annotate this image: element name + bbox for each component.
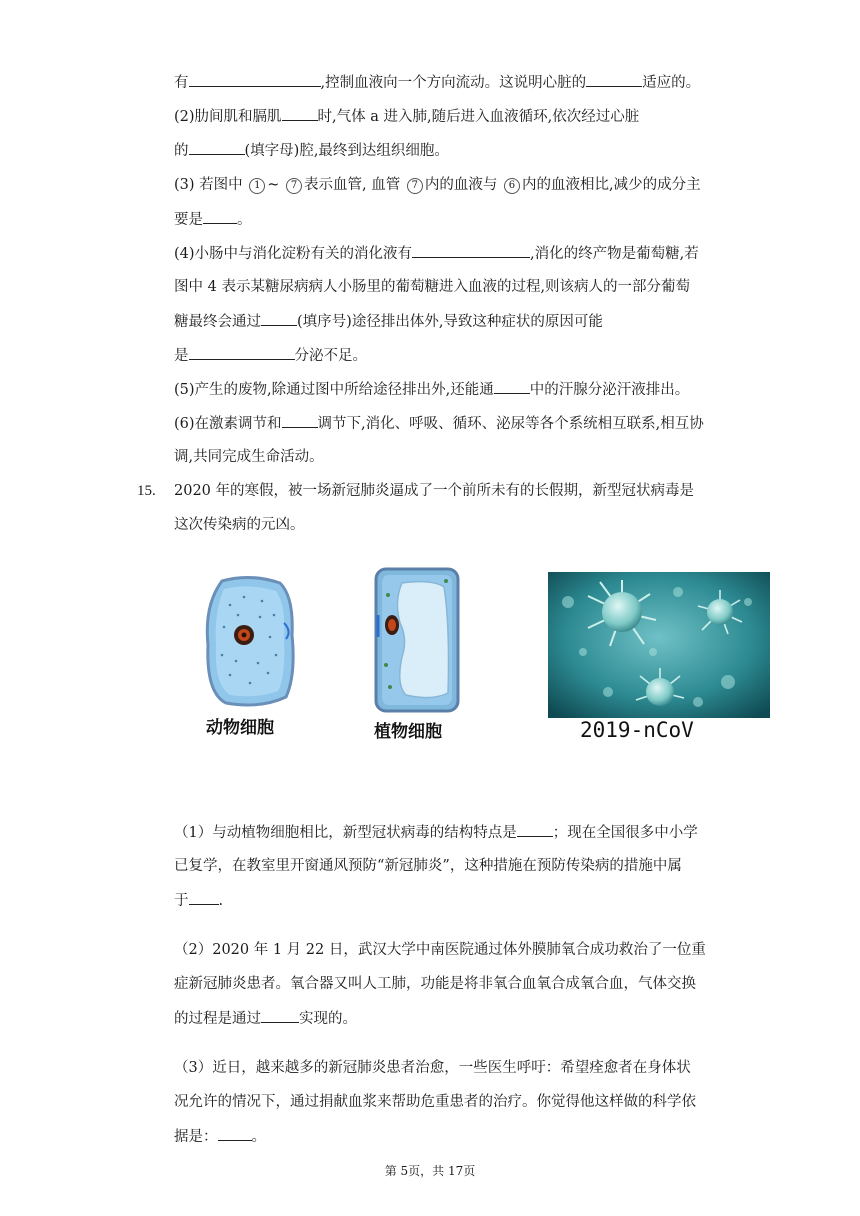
q15-p1-line-2: 已复学，在教室里开窗通风预防“新冠肺炎”，这种措施在预防传染病的措施中属 bbox=[174, 858, 682, 874]
q14-line-12: 调,共同完成生命活动。 bbox=[174, 449, 324, 465]
q14-line-11: (6)在激素调节和 调节下,消化、呼吸、循环、泌尿等各个系统相互联系,相互协 bbox=[174, 413, 704, 434]
q14-line-8: 糖最终会通过 (填序号)途径排出体外,导致这种症状的原因可能 bbox=[174, 311, 603, 332]
q14-line-5: 要是 。 bbox=[174, 209, 252, 230]
circled-number: 1 bbox=[249, 178, 265, 194]
answer-blank[interactable] bbox=[494, 379, 530, 394]
q14-line-10: (5)产生的废物,除通过图中所给途径排出外,还能通 中的汗腺分泌汗液排出。 bbox=[174, 379, 689, 400]
coronavirus-image bbox=[548, 572, 770, 718]
virus-caption: 2019-nCoV bbox=[580, 718, 694, 742]
q15-p3-line-1: （3）近日，越来越多的新冠肺炎患者治愈，一些医生呼吁：希望痊愈者在身体状 bbox=[174, 1060, 691, 1076]
q14-line-9: 是 分泌不足。 bbox=[174, 345, 367, 366]
q15-p3-line-3: 据是： 。 bbox=[174, 1126, 266, 1147]
answer-blank[interactable] bbox=[261, 311, 297, 326]
answer-blank[interactable] bbox=[189, 345, 295, 360]
q15-p2-line-1: （2）2020 年 1 月 22 日，武汉大学中南医院通过体外膜肺氧合成功救治了一位重 bbox=[174, 942, 706, 958]
answer-blank[interactable] bbox=[517, 822, 553, 837]
animal-cell-caption: 动物细胞 bbox=[206, 718, 274, 738]
answer-blank[interactable] bbox=[218, 1126, 252, 1141]
page-footer: 第 5页，共 17页 bbox=[384, 1164, 476, 1178]
answer-blank[interactable] bbox=[412, 243, 530, 258]
answer-blank[interactable] bbox=[282, 106, 318, 121]
plant-cell-image bbox=[372, 565, 462, 715]
q15-p1-line-3: 于 . bbox=[174, 890, 223, 911]
q15-p2-line-3: 的过程是通过 实现的。 bbox=[174, 1008, 357, 1029]
circled-number: 6 bbox=[504, 178, 520, 194]
answer-blank[interactable] bbox=[189, 890, 219, 905]
answer-blank[interactable] bbox=[189, 72, 321, 87]
animal-cell-image bbox=[200, 575, 300, 710]
q14-line-6: (4)小肠中与消化淀粉有关的消化液有 ,消化的终产物是葡萄糖,若 bbox=[174, 243, 699, 264]
q15-intro-2: 这次传染病的元凶。 bbox=[174, 517, 305, 533]
q14-line-3: 的 (填字母)腔,最终到达组织细胞。 bbox=[174, 140, 449, 161]
answer-blank[interactable] bbox=[586, 72, 642, 87]
answer-blank[interactable] bbox=[203, 209, 237, 224]
answer-blank[interactable] bbox=[261, 1008, 299, 1023]
q15-p2-line-2: 症新冠肺炎患者。氧合器又叫人工肺，功能是将非氧合血氧合成氧合血，气体交换 bbox=[174, 976, 696, 992]
circled-number: 7 bbox=[407, 178, 423, 194]
answer-blank[interactable] bbox=[282, 413, 318, 428]
q15-p1-line-1: （1）与动植物细胞相比，新型冠状病毒的结构特点是 ；现在全国很多中小学 bbox=[174, 822, 698, 843]
question-number: 15. bbox=[137, 483, 156, 499]
q15-p3-line-2: 况允许的情况下，通过捐献血浆来帮助危重患者的治疗。你觉得他这样做的科学依 bbox=[174, 1094, 696, 1110]
q14-line-2: (2)肋间肌和膈肌 时,气体 a 进入肺,随后进入血液循环,依次经过心脏 bbox=[174, 106, 639, 127]
circled-number: 7 bbox=[286, 178, 302, 194]
q14-line-7: 图中 4 表示某糖尿病病人小肠里的葡萄糖进入血液的过程,则该病人的一部分葡萄 bbox=[174, 279, 691, 295]
q15-intro-1: 2020 年的寒假，被一场新冠肺炎逼成了一个前所未有的长假期，新型冠状病毒是 bbox=[174, 483, 695, 499]
q14-line-1: 有 ,控制血液向一个方向流动。这说明心脏的 适应的。 bbox=[174, 72, 700, 93]
answer-blank[interactable] bbox=[189, 140, 245, 155]
q14-line-4: (3) 若图中 1 ~ 7 表示血管, 血管 7 内的血液与 6 内的血液相比,减少的成分主 bbox=[174, 177, 701, 193]
plant-cell-caption: 植物细胞 bbox=[374, 722, 442, 742]
